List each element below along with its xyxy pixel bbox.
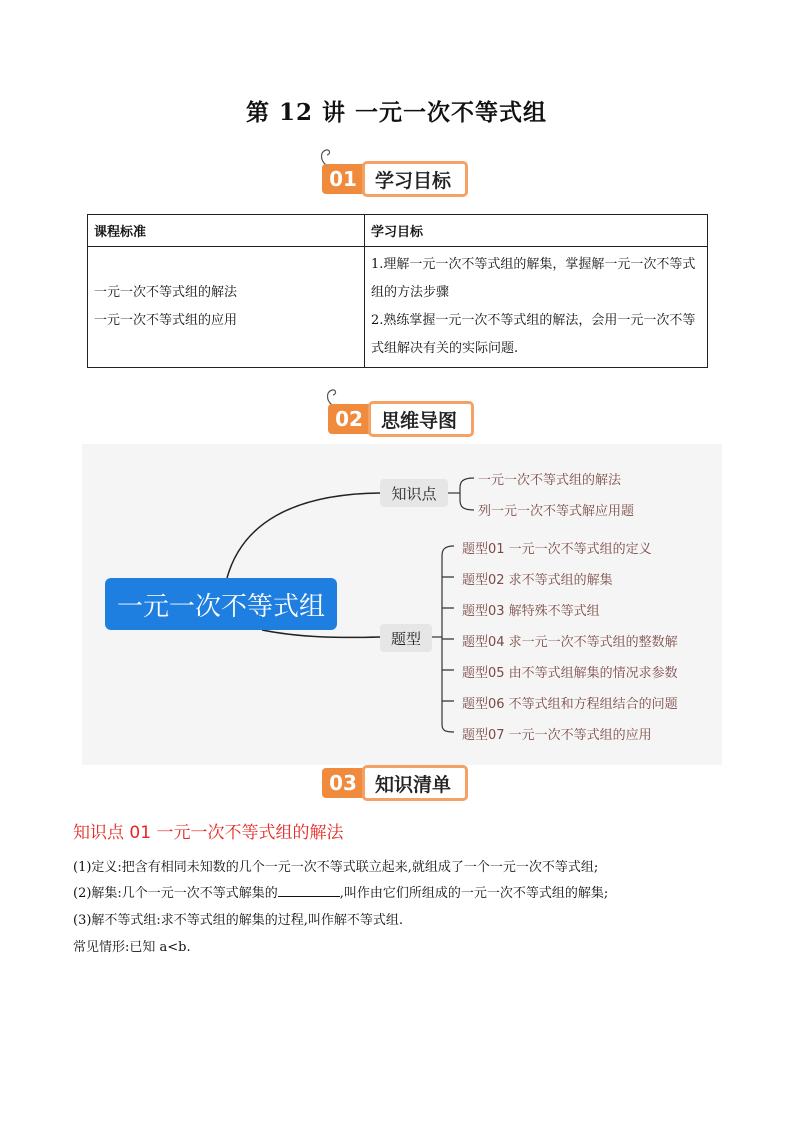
- mind-map-root: 一元一次不等式组: [105, 578, 337, 630]
- curl-icon: [318, 146, 334, 166]
- fill-in-blank: [278, 883, 340, 897]
- page-title: 第 12 讲 一元一次不等式组: [245, 99, 548, 126]
- goal-item: 1.理解一元一次不等式组的解集，掌握解一元一次不等式组的方法步骤: [371, 257, 696, 300]
- section-label: 知识清单: [362, 765, 468, 801]
- leaf-item: 题型05 由不等式组解集的情况求参数: [462, 666, 678, 681]
- branch-knowledge: 知识点: [380, 479, 448, 507]
- goal-item: 2.熟练掌握一元一次不等式组的解法，会用一元一次不等式组解决有关的实际问题.: [371, 313, 696, 356]
- knowledge-point-title: 知识点 01 一元一次不等式组的解法: [73, 823, 344, 843]
- section-number: 03: [322, 768, 364, 798]
- leaf-item: 列一元一次不等式解应用题: [478, 504, 635, 519]
- common-cases-paragraph: 常见情形:已知 a<b.: [73, 940, 191, 955]
- leaf-item: 题型03 解特殊不等式组: [462, 604, 600, 619]
- leaf-item: 题型01 一元一次不等式组的定义: [462, 542, 652, 557]
- section-label: 思维导图: [368, 401, 474, 437]
- standard-item: 一元一次不等式组的应用: [94, 313, 238, 328]
- table-header-goals: 学习目标: [365, 215, 708, 247]
- definition-paragraph: (1)定义:把含有相同未知数的几个一元一次不等式联立起来,就组成了一个一元一次不等式组;: [73, 860, 599, 875]
- section-label: 学习目标: [362, 161, 468, 197]
- leaf-item: 题型04 求一元一次不等式组的整数解: [462, 635, 678, 650]
- leaf-item: 一元一次不等式组的解法: [478, 473, 622, 488]
- solution-set-paragraph: [73, 882, 608, 901]
- objectives-table: [87, 214, 708, 368]
- section-number: 01: [322, 164, 364, 194]
- leaf-item: 题型02 求不等式组的解集: [462, 573, 613, 588]
- leaf-item: 题型06 不等式组和方程组结合的问题: [462, 697, 678, 712]
- standard-item: 一元一次不等式组的解法: [94, 285, 238, 300]
- branch-question-types: 题型: [380, 624, 432, 652]
- goals-cell: [365, 247, 708, 368]
- section-number: 02: [328, 404, 370, 434]
- curl-icon: [324, 386, 340, 406]
- table-header-standard: 课程标准: [88, 215, 365, 247]
- paragraph-text: (2)解集:几个一元一次不等式解集的: [73, 886, 278, 901]
- paragraph-text: ,叫作由它们所组成的一元一次不等式组的解集;: [339, 886, 609, 901]
- leaf-item: 题型07 一元一次不等式组的应用: [462, 728, 652, 743]
- solve-paragraph: (3)解不等式组:求不等式组的解集的过程,叫作解不等式组.: [73, 913, 404, 928]
- mind-map: [82, 444, 722, 765]
- standards-cell: [88, 247, 365, 368]
